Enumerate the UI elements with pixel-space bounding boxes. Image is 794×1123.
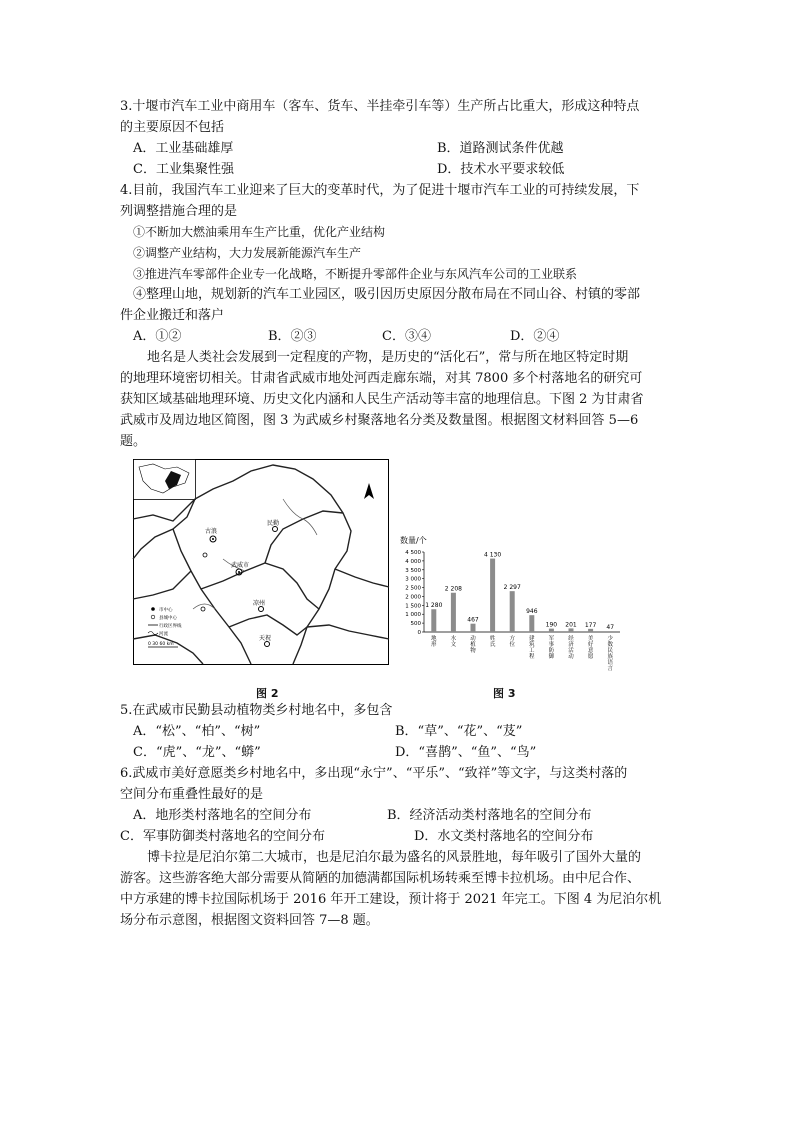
intro56-line2: 的地理环境密切相关。甘肃省武威市地处河西走廊东端，对其 7800 多个村落地名的研究可	[120, 371, 643, 386]
x-tick-label: 方位	[509, 636, 515, 648]
y-tick-label: 500	[410, 621, 421, 628]
bar-value-label: 946	[526, 608, 538, 616]
q4-item-3: ③推进汽车零部件企业专一化战略，不断提升零部件企业与东风汽车公司的工业联系	[133, 267, 578, 281]
q4-stem-line1: 4.目前，我国汽车工业迎来了巨大的变革时代，为了促进十堰市汽车工业的可持续发展，下	[120, 183, 640, 198]
q6-option-c: C．军事防御类村落地名的空间分布	[120, 829, 325, 844]
q4-option-a: A．①②	[133, 329, 182, 344]
bar-value-label: 190	[545, 621, 558, 629]
q3-option-b: B．道路测试条件优越	[437, 141, 564, 156]
chart-bar	[569, 628, 574, 632]
q4-option-c: C．③④	[382, 329, 431, 344]
q3-option-a: A．工业基础雄厚	[133, 141, 234, 156]
y-tick-label: 2 500	[405, 585, 421, 592]
q3-stem-line2: 的主要原因不包括	[120, 120, 225, 135]
chart-x-labels	[431, 634, 613, 672]
bar-value-label: 4 130	[484, 551, 502, 559]
y-tick-label: 4 500	[405, 550, 421, 556]
bar-value-label: 2 297	[503, 584, 521, 592]
bar-chart-figure-3	[396, 532, 624, 672]
legend-city-center: 市中心	[159, 608, 173, 613]
q5-option-d: D．“喜鹊”、“鱼”、“鸟”	[395, 745, 537, 760]
q5-option-c: C．“虎”、“龙”、“蟒”	[133, 745, 261, 760]
q6-option-d: D．水文类村落地名的空间分布	[414, 829, 594, 844]
q6-stem-line1: 6.武威市美好意愿类乡村地名中，多出现“永宁”、“平乐”、“致祥”等文字，与这类村落的	[120, 766, 628, 781]
q5-option-a: A．“松”、“柏”、“树”	[133, 724, 261, 739]
chart-bar	[510, 591, 515, 632]
x-tick-label: 军事防御	[548, 636, 555, 660]
map-label: 武威市	[231, 562, 250, 569]
x-tick-label: 建筑工程	[529, 636, 535, 660]
y-tick-label: 1 500	[405, 603, 421, 610]
q5-option-b: B．“草”、“花”、“芨”	[395, 724, 523, 739]
q4-item-4-line2: 件企业搬迁和落户	[120, 308, 225, 323]
map-label: 天祝	[259, 635, 272, 642]
q4-option-b: B．②③	[268, 329, 317, 344]
map-figure-2	[133, 459, 389, 665]
chart-bar	[451, 593, 456, 632]
map-label: 民勤	[267, 520, 280, 527]
y-tick-label: 2 000	[405, 594, 421, 601]
q3-option-d: D．技术水平要求较低	[437, 162, 565, 177]
bar-value-label: 467	[467, 616, 479, 624]
intro78-line1: 博卡拉是尼泊尔第二大城市，也是尼泊尔最为盛名的风景胜地，每年吸引了国外大量的	[147, 850, 642, 865]
intro78-line2: 游客。这些游客绝大部分需要从简陋的加德满都国际机场转乘至博卡拉机场。由中尼合作、	[120, 871, 641, 886]
figure-2-caption: 图 2	[256, 687, 279, 700]
y-tick-label: 3 500	[405, 567, 421, 574]
chart-bar	[549, 629, 554, 632]
y-tick-label: 0	[417, 630, 421, 636]
legend-county-center: 县城中心	[159, 616, 177, 621]
chart-bar	[490, 559, 495, 632]
q4-item-4-line1: ④整理山地，规划新的汽车工业园区，吸引因历史原因分散布局在不同山谷、村镇的零部	[133, 287, 641, 302]
y-tick-label: 4 000	[405, 558, 421, 565]
chart-ylabel: 数量/个	[400, 536, 427, 545]
q3-stem-line1: 3.十堰市汽车工业中商用车（客车、货车、半挂牵引车等）生产所占比重大，形成这种特点	[120, 99, 640, 114]
q6-stem-line2: 空间分布重叠性最好的是	[120, 787, 264, 802]
figure-3-caption: 图 3	[493, 687, 516, 700]
chart-bar	[471, 624, 476, 632]
chart-bar	[588, 629, 593, 632]
q3-option-c: C．工业集聚性强	[133, 162, 234, 177]
x-tick-label: 经济活动	[568, 636, 574, 660]
map-scale: 0 30 60 km	[148, 642, 174, 647]
bar-value-label: 177	[584, 621, 597, 629]
q5-stem: 5.在武威市民勤县动植物类乡村地名中，多包含	[120, 703, 393, 718]
q4-item-2: ②调整产业结构，大力发展新能源汽车生产	[133, 246, 362, 260]
intro78-line4: 场分布示意图，根据图文资料回答 7—8 题。	[120, 913, 379, 928]
x-tick-label: 姓氏	[489, 636, 496, 648]
intro56-line4: 武威市及周边地区简图，图 3 为武威乡村聚落地名分类及数量图。根据图文材料回答 5—6	[120, 413, 639, 428]
y-tick-label: 1 000	[405, 612, 421, 619]
q4-option-d: D．②④	[510, 329, 560, 344]
legend-river: 河流	[159, 632, 168, 637]
x-tick-label: 地形	[431, 636, 437, 648]
x-tick-label: 水文	[450, 636, 457, 648]
bar-value-label: 1 280	[425, 602, 443, 610]
intro56-line3: 获知区域基础地理环境、历史文化内涵和人民生产活动等丰富的地理信息。下图 2 为甘肃省	[120, 392, 644, 407]
intro78-line3: 中方承建的博卡拉国际机场于 2016 年开工建设，预计将于 2021 年完工。下图 4 为尼泊尔机	[120, 892, 662, 907]
y-tick-label: 3 000	[405, 576, 421, 583]
intro56-line5: 题。	[120, 434, 147, 449]
x-tick-label: 美好意愿	[587, 636, 594, 660]
chart-bar	[529, 615, 534, 632]
chart-bar	[608, 631, 613, 632]
x-tick-label: 动植物	[470, 636, 476, 654]
legend-boundary: 行政区界线	[159, 624, 182, 629]
q6-option-a: A．地形类村落地名的空间分布	[133, 808, 312, 823]
bar-value-label: 2 208	[444, 585, 462, 593]
q4-stem-line2: 列调整措施合理的是	[120, 204, 238, 219]
map-label: 凉州	[253, 600, 266, 607]
intro56-line1: 地名是人类社会发展到一定程度的产物，是历史的“活化石”，常与所在地区特定时期	[147, 350, 629, 365]
q4-item-1: ①不断加大燃油乘用车生产比重，优化产业结构	[133, 225, 386, 239]
chart-bar	[431, 609, 436, 632]
map-inset	[134, 460, 196, 500]
q6-option-b: B．经济活动类村落地名的空间分布	[387, 808, 592, 823]
map-label: 古浪	[205, 528, 218, 535]
x-tick-label: 少数民族语言	[607, 636, 613, 672]
bar-value-label: 47	[606, 624, 615, 632]
bar-value-label: 201	[565, 621, 577, 629]
